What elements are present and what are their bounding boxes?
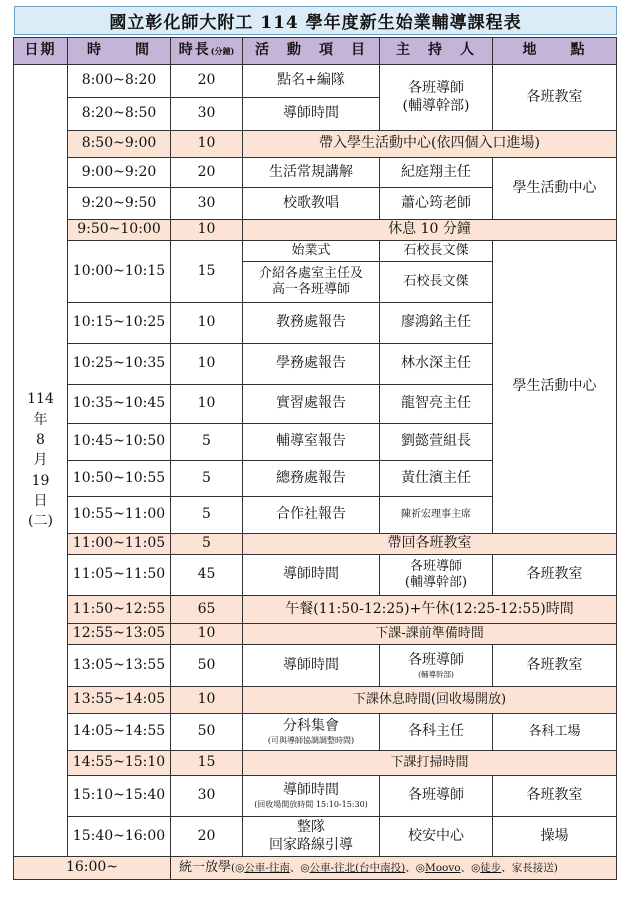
duration-cell: 10	[171, 687, 243, 714]
duration-cell: 5	[171, 424, 243, 461]
table-row	[14, 131, 617, 158]
time-cell: 9:20~9:50	[68, 188, 171, 220]
duration-cell: 50	[171, 645, 243, 687]
span-cell: 休息 10 分鐘	[243, 220, 617, 241]
header-date: 日期	[14, 38, 68, 65]
span-cell: 帶入學生活動中心(依四個入口進場)	[243, 131, 617, 158]
table-row	[14, 65, 617, 98]
span-cell: 午餐(11:50-12:25)+午休(12:25-12:55)時間	[243, 596, 617, 624]
table-row	[14, 624, 617, 645]
host-cell: 劉懿萱組長	[380, 424, 493, 461]
venue-cell: 學生活動中心	[493, 158, 617, 220]
header-duration: 時長(分鐘)	[171, 38, 243, 65]
activity-cell: 總務處報告	[243, 461, 380, 497]
duration-cell: 15	[171, 241, 243, 303]
time-cell: 11:50~12:55	[68, 596, 171, 624]
venue-cell: 各班教室	[493, 776, 617, 817]
time-cell: 10:55~11:00	[68, 497, 171, 534]
time-cell: 11:00~11:05	[68, 534, 171, 555]
table-row	[14, 555, 617, 596]
activity-cell: 實習處報告	[243, 385, 380, 424]
duration-cell: 10	[171, 131, 243, 158]
table-row	[14, 534, 617, 555]
schedule-table	[13, 37, 617, 880]
activity-cell: 生活常規講解	[243, 158, 380, 188]
venue-cell: 操場	[493, 817, 617, 857]
activity-cell: 點名+編隊	[243, 65, 380, 98]
host-cell: 各班導師 (輔導幹部)	[380, 555, 493, 596]
host-cell: 各班導師	[380, 776, 493, 817]
table-row	[14, 596, 617, 624]
time-cell: 15:10~15:40	[68, 776, 171, 817]
time-cell: 9:00~9:20	[68, 158, 171, 188]
activity-cell: 學務處報告	[243, 344, 380, 385]
host-cell: 石校長文傑	[380, 262, 493, 303]
duration-cell: 45	[171, 555, 243, 596]
time-cell: 14:55~15:10	[68, 751, 171, 776]
duration-cell: 10	[171, 344, 243, 385]
activity-cell: 始業式	[243, 241, 380, 262]
host-cell: 各班導師 (輔導幹部)	[380, 65, 493, 131]
time-cell: 12:55~13:05	[68, 624, 171, 645]
host-cell: 各科主任	[380, 714, 493, 751]
span-cell: 下課打掃時間	[243, 751, 617, 776]
duration-cell: 30	[171, 188, 243, 220]
duration-cell: 20	[171, 817, 243, 857]
header-row	[14, 38, 617, 65]
time-cell: 8:20~8:50	[68, 98, 171, 131]
time-cell: 10:15~10:25	[68, 303, 171, 344]
table-row	[14, 714, 617, 751]
duration-cell: 10	[171, 220, 243, 241]
venue-cell: 各班教室	[493, 645, 617, 687]
table-row	[14, 241, 617, 262]
activity-cell: 輔導室報告	[243, 424, 380, 461]
activity-cell: 導師時間	[243, 98, 380, 131]
table-row	[14, 776, 617, 817]
activity-cell: 導師時間	[243, 555, 380, 596]
host-cell: 龍智亮主任	[380, 385, 493, 424]
table-row	[14, 645, 617, 687]
span-cell: 下課-課前準備時間	[243, 624, 617, 645]
host-cell: 紀庭翔主任	[380, 158, 493, 188]
time-cell: 10:25~10:35	[68, 344, 171, 385]
duration-cell: 20	[171, 158, 243, 188]
table-row	[14, 158, 617, 188]
date-cell: 114 年 8 月 19 日 (二)	[14, 65, 68, 857]
header-time: 時 間	[68, 38, 171, 65]
time-cell: 10:00~10:15	[68, 241, 171, 303]
header-host: 主 持 人	[380, 38, 493, 65]
host-cell: 廖鴻銘主任	[380, 303, 493, 344]
activity-cell: 整隊 回家路線引導	[243, 817, 380, 857]
table-row	[14, 751, 617, 776]
venue-cell: 各班教室	[493, 555, 617, 596]
time-cell: 8:00~8:20	[68, 65, 171, 98]
duration-cell: 15	[171, 751, 243, 776]
table-row	[14, 817, 617, 857]
duration-cell: 5	[171, 497, 243, 534]
table-row	[14, 687, 617, 714]
host-cell: 陳祈宏理事主席	[380, 497, 493, 534]
host-cell: 黃仕濱主任	[380, 461, 493, 497]
table-row	[14, 220, 617, 241]
activity-cell: 導師時間	[243, 645, 380, 687]
header-venue: 地 點	[493, 38, 617, 65]
venue-cell: 各班教室	[493, 65, 617, 131]
time-cell: 9:50~10:00	[68, 220, 171, 241]
time-cell: 14:05~14:55	[68, 714, 171, 751]
activity-cell: 介紹各處室主任及 高一各班導師	[243, 262, 380, 303]
duration-cell: 10	[171, 303, 243, 344]
header-activity: 活 動 項 目	[243, 38, 380, 65]
duration-cell: 5	[171, 461, 243, 497]
time-cell: 10:45~10:50	[68, 424, 171, 461]
duration-cell: 10	[171, 385, 243, 424]
span-cell: 下課休息時間(回收場開放)	[243, 687, 617, 714]
duration-cell: 30	[171, 776, 243, 817]
activity-cell: 校歌教唱	[243, 188, 380, 220]
span-cell: 帶回各班教室	[243, 534, 617, 555]
host-cell: 各班導師 (輔導幹部)	[380, 645, 493, 687]
venue-cell: 學生活動中心	[493, 241, 617, 534]
dismissal-cell: 統一放學(◎公車-往南、◎公車-往北(台中南投)、◎Moovo、◎徒步、家長接送)	[171, 857, 617, 880]
time-cell: 10:50~10:55	[68, 461, 171, 497]
page-title: 國立彰化師大附工 114 學年度新生始業輔導課程表	[14, 6, 617, 35]
activity-cell: 導師時間 (回收場開放時間 15:10-15:30)	[243, 776, 380, 817]
host-cell: 林水深主任	[380, 344, 493, 385]
duration-cell: 65	[171, 596, 243, 624]
host-cell: 蕭心筠老師	[380, 188, 493, 220]
time-cell: 13:55~14:05	[68, 687, 171, 714]
time-cell: 15:40~16:00	[68, 817, 171, 857]
time-cell: 10:35~10:45	[68, 385, 171, 424]
activity-cell: 合作社報告	[243, 497, 380, 534]
duration-cell: 5	[171, 534, 243, 555]
venue-cell: 各科工場	[493, 714, 617, 751]
activity-cell: 教務處報告	[243, 303, 380, 344]
host-cell: 石校長文傑	[380, 241, 493, 262]
duration-cell: 10	[171, 624, 243, 645]
table-row	[14, 857, 617, 880]
time-cell: 11:05~11:50	[68, 555, 171, 596]
host-cell: 校安中心	[380, 817, 493, 857]
activity-cell: 分科集會 (可與導師協調調整時間)	[243, 714, 380, 751]
duration-cell: 20	[171, 65, 243, 98]
time-cell: 8:50~9:00	[68, 131, 171, 158]
duration-cell: 50	[171, 714, 243, 751]
time-cell: 16:00~	[14, 857, 171, 880]
duration-cell: 30	[171, 98, 243, 131]
time-cell: 13:05~13:55	[68, 645, 171, 687]
